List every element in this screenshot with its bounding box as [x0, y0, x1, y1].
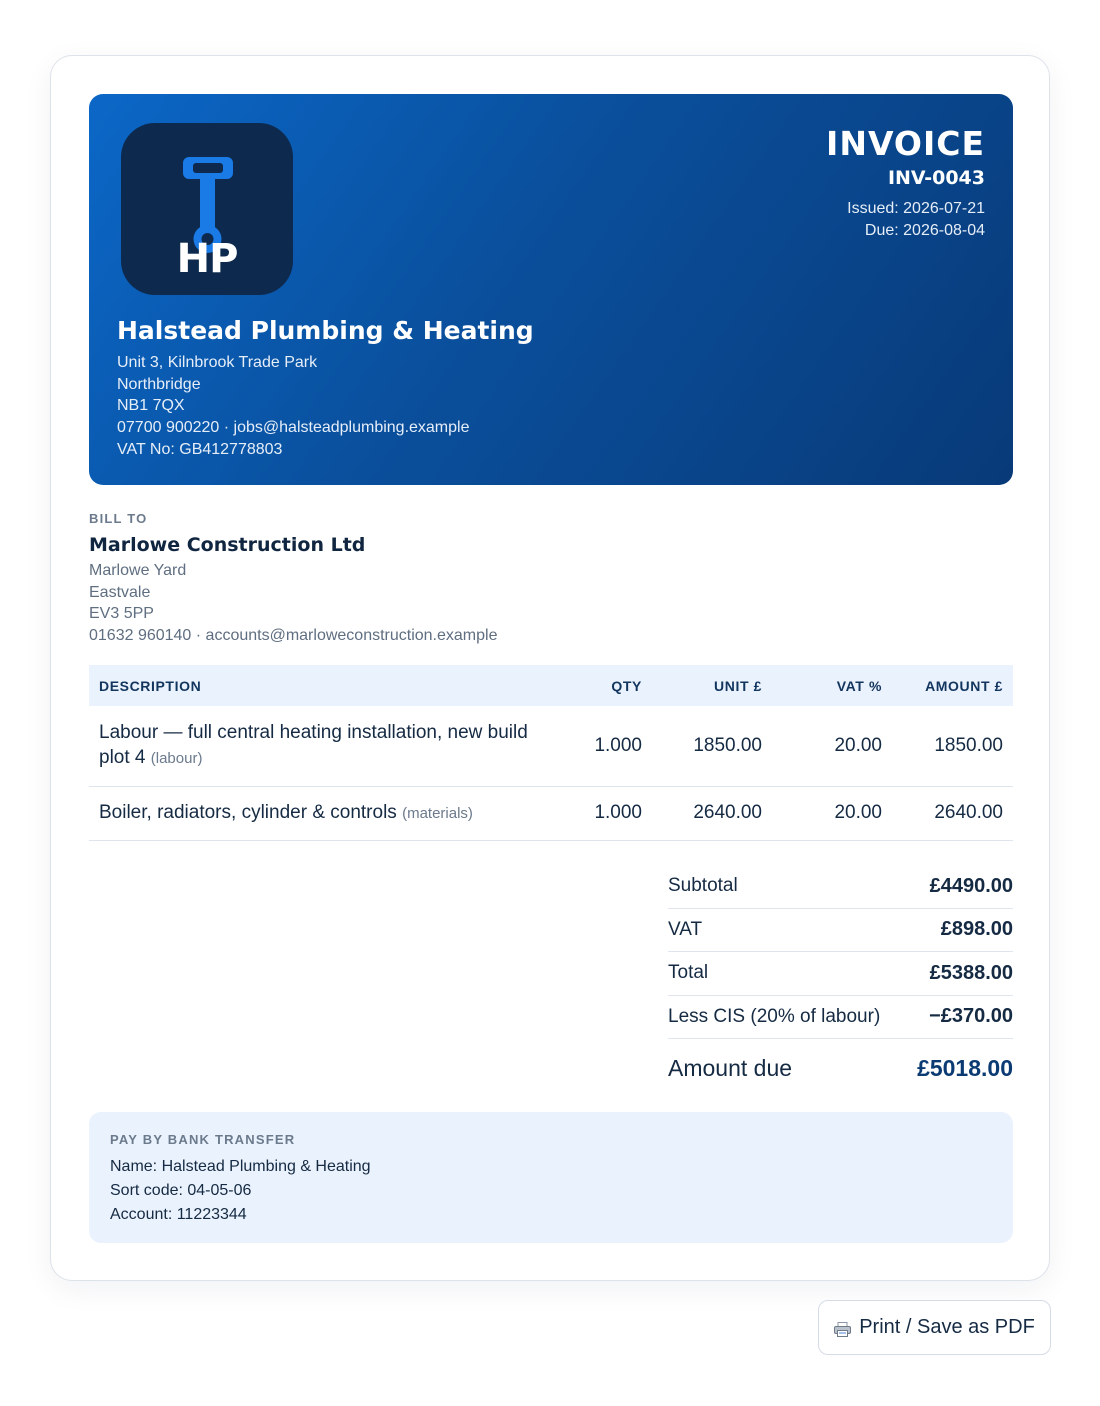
cis-value: −£370.00: [929, 1005, 1013, 1028]
print-button-label: Print / Save as PDF: [859, 1316, 1035, 1338]
item-description: [89, 706, 557, 786]
bank-details-panel: [89, 1112, 1013, 1243]
table-header-row: [89, 665, 1013, 706]
column-header-qty: QTY: [557, 665, 652, 706]
bill-to-address-line: Eastvale: [89, 583, 151, 601]
business-address-line: NB1 7QX: [117, 397, 185, 415]
invoice-title: INVOICE: [826, 124, 985, 163]
vat-row: [668, 909, 1013, 953]
amount-due-value: £5018.00: [917, 1054, 1013, 1081]
bill-to-address: [89, 560, 497, 647]
subtotal-label: Subtotal: [668, 875, 738, 897]
cis-row: [668, 996, 1013, 1040]
totals-panel: [668, 865, 1013, 1097]
item-description: [89, 786, 557, 840]
item-description-text: Labour — full central heating installation, new build plot 4: [99, 722, 528, 769]
column-header-amount: AMOUNT £: [892, 665, 1013, 706]
item-type-tag: (materials): [402, 805, 473, 822]
business-address-line: Northbridge: [117, 375, 201, 393]
item-unit-price: 1850.00: [652, 706, 772, 786]
item-qty: 1.000: [557, 786, 652, 840]
bill-to-label: BILL TO: [89, 511, 148, 526]
table-row: [89, 786, 1013, 840]
business-vat-number: VAT No: GB412778803: [117, 440, 283, 458]
column-header-description: DESCRIPTION: [89, 665, 557, 706]
item-qty: 1.000: [557, 706, 652, 786]
subtotal-value: £4490.00: [929, 874, 1013, 897]
business-address-line: Unit 3, Kilnbrook Trade Park: [117, 354, 318, 371]
logo-text: HP: [176, 236, 238, 282]
bank-sort-code: Sort code: 04-05-06: [110, 1182, 252, 1199]
company-logo: [121, 123, 293, 295]
invoice-dates: [847, 198, 985, 241]
item-unit-price: 2640.00: [652, 786, 772, 840]
invoice-number: INV-0043: [887, 167, 985, 189]
column-header-vat: VAT %: [772, 665, 892, 706]
bank-account-name: Name: Halstead Plumbing & Heating: [110, 1158, 371, 1175]
table-row: [89, 706, 1013, 786]
item-vat-rate: 20.00: [772, 786, 892, 840]
print-button[interactable]: [818, 1300, 1051, 1355]
vat-label: VAT: [668, 918, 703, 940]
item-amount: 1850.00: [892, 706, 1013, 786]
total-value: £5388.00: [929, 961, 1013, 984]
subtotal-row: [668, 865, 1013, 909]
bill-to-address-line: Marlowe Yard: [89, 562, 187, 579]
invoice-header: [89, 94, 1013, 485]
bill-to-contact: 01632 960140 · accounts@marloweconstruction.example: [89, 627, 498, 645]
business-address: [117, 352, 469, 461]
amount-due-label: Amount due: [668, 1054, 793, 1081]
bank-account-number: Account: 11223344: [110, 1206, 247, 1223]
invoice-card: [50, 55, 1050, 1281]
item-type-tag: (labour): [150, 750, 203, 768]
due-date: Due: 2026-08-04: [864, 221, 985, 239]
line-items-table: [89, 665, 1013, 841]
total-row: [668, 952, 1013, 996]
printer-icon: [834, 1320, 851, 1335]
bank-details: [110, 1155, 371, 1227]
bill-to-address-line: EV3 5PP: [89, 605, 154, 623]
amount-due-row: [668, 1039, 1013, 1097]
cis-label: Less CIS (20% of labour): [668, 1005, 881, 1027]
vat-value: £898.00: [940, 918, 1013, 941]
item-vat-rate: 20.00: [772, 706, 892, 786]
item-amount: 2640.00: [892, 786, 1013, 840]
column-header-unit: UNIT £: [652, 665, 772, 706]
item-description-text: Boiler, radiators, cylinder & controls: [99, 802, 397, 823]
total-label: Total: [668, 962, 709, 984]
business-contact: 07700 900220 · jobs@halsteadplumbing.example: [117, 419, 470, 437]
bill-to-name: Marlowe Construction Ltd: [89, 534, 366, 556]
issued-date: Issued: 2026-07-21: [847, 200, 985, 217]
business-name: Halstead Plumbing & Heating: [117, 316, 534, 345]
bank-details-label: PAY BY BANK TRANSFER: [110, 1132, 296, 1147]
